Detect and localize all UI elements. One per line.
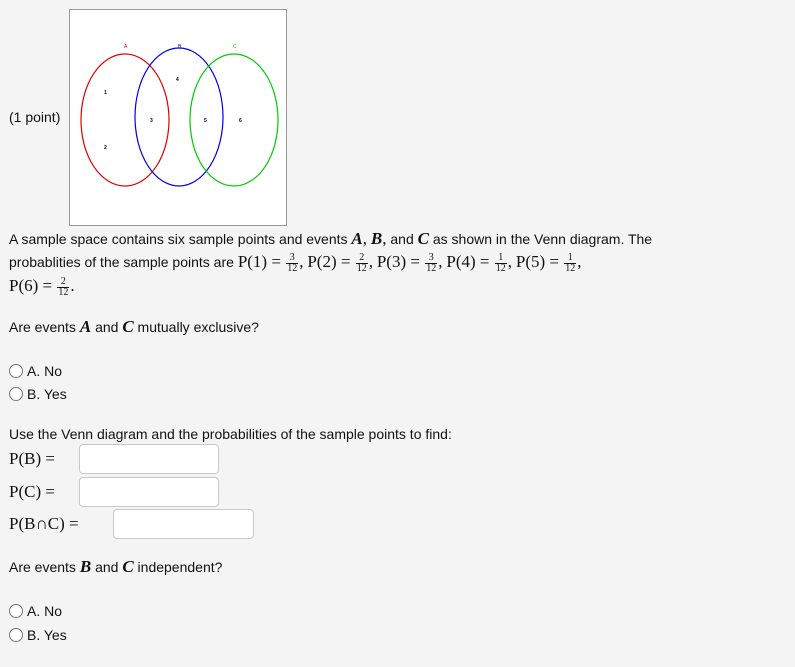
- sample-point-5: 5: [204, 118, 207, 124]
- probabilities-intro: probablities of the sample points are: [9, 254, 234, 270]
- q2-instruction: Use the Venn diagram and the probabilities of the sample points to find:: [9, 426, 452, 442]
- q3-question: Are events B and C independent?: [9, 557, 223, 576]
- venn-diagram: [69, 9, 287, 226]
- prob-item-5: P(5) = $\frac{1}{12}$ ,: [515, 251, 582, 274]
- set-a-label: A: [124, 44, 128, 50]
- sample-point-1: 1: [104, 90, 107, 96]
- set-b-label: B: [178, 44, 182, 50]
- intro-text-end: as shown in the Venn diagram. The: [432, 231, 653, 247]
- radio-button[interactable]: [9, 387, 23, 401]
- prob-item-3: P(3) = $\frac{3}{12}$ ,: [376, 251, 443, 274]
- and-text: and: [390, 231, 414, 247]
- sample-point-2: 2: [104, 145, 107, 151]
- set-a-ellipse: [81, 54, 169, 186]
- event-c: C: [417, 229, 429, 248]
- venn-diagram-svg: [70, 10, 286, 225]
- point-value-label: (1 point): [9, 109, 61, 125]
- pc-label: P(C) =: [9, 482, 55, 501]
- prob-item-1: P(1) = $\frac{3}{12}$ ,: [237, 251, 304, 274]
- pbc-input[interactable]: [113, 509, 254, 539]
- pb-input[interactable]: [79, 444, 219, 474]
- prob-item-4: P(4) = $\frac{1}{12}$ ,: [446, 251, 512, 274]
- sample-point-3: 3: [150, 118, 153, 124]
- sample-point-4: 4: [176, 77, 179, 83]
- pbc-label: P(B∩C) =: [9, 514, 79, 533]
- pb-label: P(B) =: [9, 449, 55, 468]
- q3-option-yes[interactable]: B. Yes: [9, 627, 67, 643]
- event-b: B: [370, 229, 383, 248]
- q3-option-no[interactable]: A. No: [9, 603, 62, 619]
- radio-button[interactable]: [9, 364, 23, 378]
- set-c-label: C: [233, 44, 237, 50]
- radio-button[interactable]: [9, 604, 23, 618]
- prob-item-2: P(2) = $\frac{2}{12}$ ,: [307, 251, 373, 274]
- problem-line-2: [9, 252, 582, 274]
- q1-option-yes[interactable]: B. Yes: [9, 386, 67, 402]
- set-b-ellipse: [135, 48, 223, 186]
- radio-button[interactable]: [9, 628, 23, 642]
- problem-line-3: [9, 276, 75, 298]
- q1-option-no[interactable]: A. No: [9, 363, 62, 379]
- pc-input[interactable]: [79, 477, 219, 507]
- intro-text: A sample space contains six sample points and events: [9, 231, 348, 247]
- prob-item-6: P(6) = $\frac{2}{12}$ .: [9, 275, 75, 298]
- event-a: A: [351, 229, 363, 248]
- q1-question: Are events A and C mutually exclusive?: [9, 317, 259, 336]
- problem-line-1: A sample space contains six sample points and events A, B, and C as shown in the Venn diagram. The: [9, 229, 653, 248]
- sample-point-6: 6: [239, 118, 242, 124]
